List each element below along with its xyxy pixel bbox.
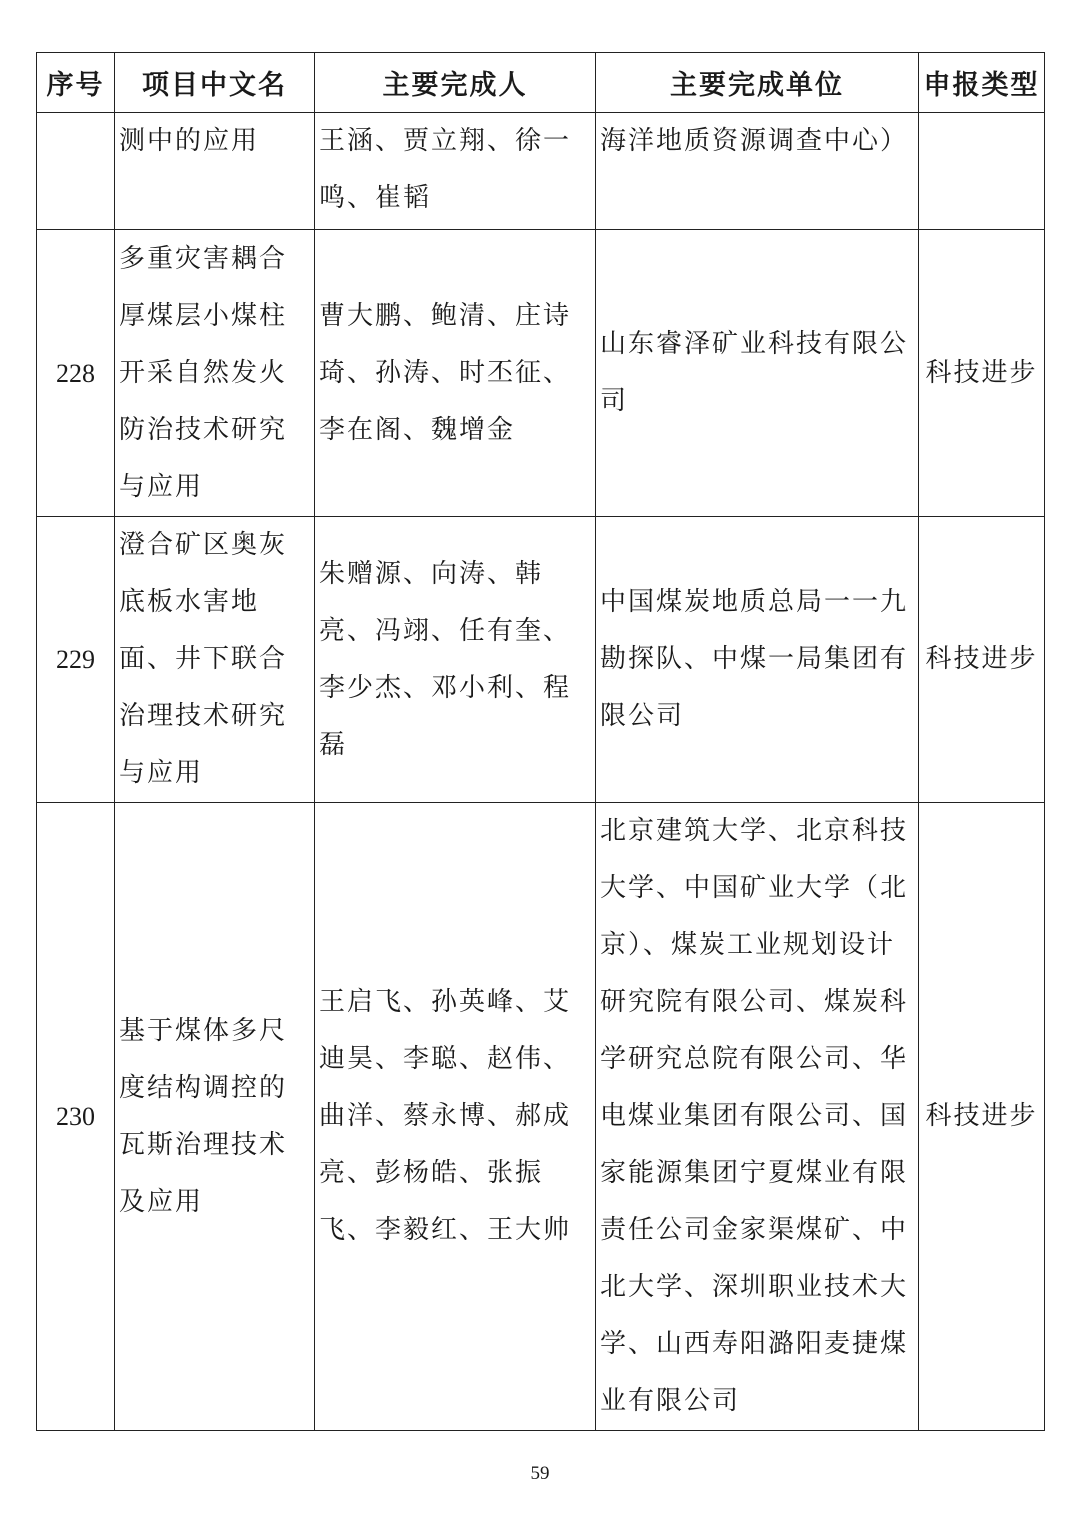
row-project-name: [115, 517, 315, 803]
header-type: 申报类型: [919, 53, 1045, 113]
row-main-people: [315, 803, 596, 1431]
table-header-row: [37, 53, 1045, 113]
table-row: [37, 517, 1045, 803]
units-text: 山东睿泽矿业科技有限公司: [600, 329, 909, 416]
project-name-text: 多重灾害耦合厚煤层小煤柱开采自然发火防治技术研究与应用: [119, 243, 288, 502]
row-seq: 229: [37, 517, 115, 803]
project-name-text: 基于煤体多尺度结构调控的瓦斯治理技术及应用: [119, 1015, 288, 1217]
row-type: 科技进步: [919, 230, 1045, 517]
awards-table: [36, 52, 1045, 1431]
row-seq: 228: [37, 230, 115, 517]
row-main-units: [596, 803, 919, 1431]
header-seq: 序号: [37, 53, 115, 113]
row-type: [919, 113, 1045, 230]
people-text: 王启飞、孙英峰、艾迪昊、李聪、赵伟、曲洋、蔡永博、郝成亮、彭杨皓、张振飞、李毅红、王大帅: [319, 987, 572, 1245]
table-row: [37, 803, 1045, 1431]
project-name-text: 测中的应用: [119, 126, 260, 156]
header-main-units: 主要完成单位: [596, 53, 919, 113]
row-project-name: [115, 230, 315, 517]
row-type: 科技进步: [919, 803, 1045, 1431]
page-number: 59: [530, 1463, 550, 1484]
people-text: 王涵、贾立翔、徐一鸣、崔韬: [319, 126, 572, 213]
row-type: 科技进步: [919, 517, 1045, 803]
row-main-people: [315, 113, 596, 230]
row-main-people: [315, 230, 596, 517]
table-row: [37, 113, 1045, 230]
header-main-people: 主要完成人: [315, 53, 596, 113]
row-project-name: [115, 803, 315, 1431]
header-project-name: 项目中文名: [115, 53, 315, 113]
row-main-units: [596, 517, 919, 803]
table-row: [37, 230, 1045, 517]
units-text: 海洋地质资源调查中心）: [600, 126, 909, 156]
people-text: 曹大鹏、鲍清、庄诗琦、孙涛、时丕征、李在阁、魏增金: [319, 300, 572, 445]
units-text: 北京建筑大学、北京科技大学、中国矿业大学（北京）、煤炭工业规划设计研究院有限公司、煤炭科学研究总院有限公司、华电煤业集团有限公司、国家能源集团宁夏煤业有限责任公司金家渠煤矿、中北大学、深圳职业技术大学、山西寿阳潞阳麦捷煤业有限公司: [600, 816, 909, 1416]
row-main-units: [596, 230, 919, 517]
row-project-name: [115, 113, 315, 230]
row-main-units: [596, 113, 919, 230]
units-text: 中国煤炭地质总局一一九勘探队、中煤一局集团有限公司: [600, 587, 909, 731]
row-seq: 230: [37, 803, 115, 1431]
project-name-text: 澄合矿区奥灰底板水害地面、井下联合治理技术研究与应用: [119, 530, 288, 788]
row-seq: [37, 113, 115, 230]
row-main-people: [315, 517, 596, 803]
people-text: 朱赠源、向涛、韩亮、冯翊、任有奎、李少杰、邓小利、程磊: [319, 558, 572, 760]
